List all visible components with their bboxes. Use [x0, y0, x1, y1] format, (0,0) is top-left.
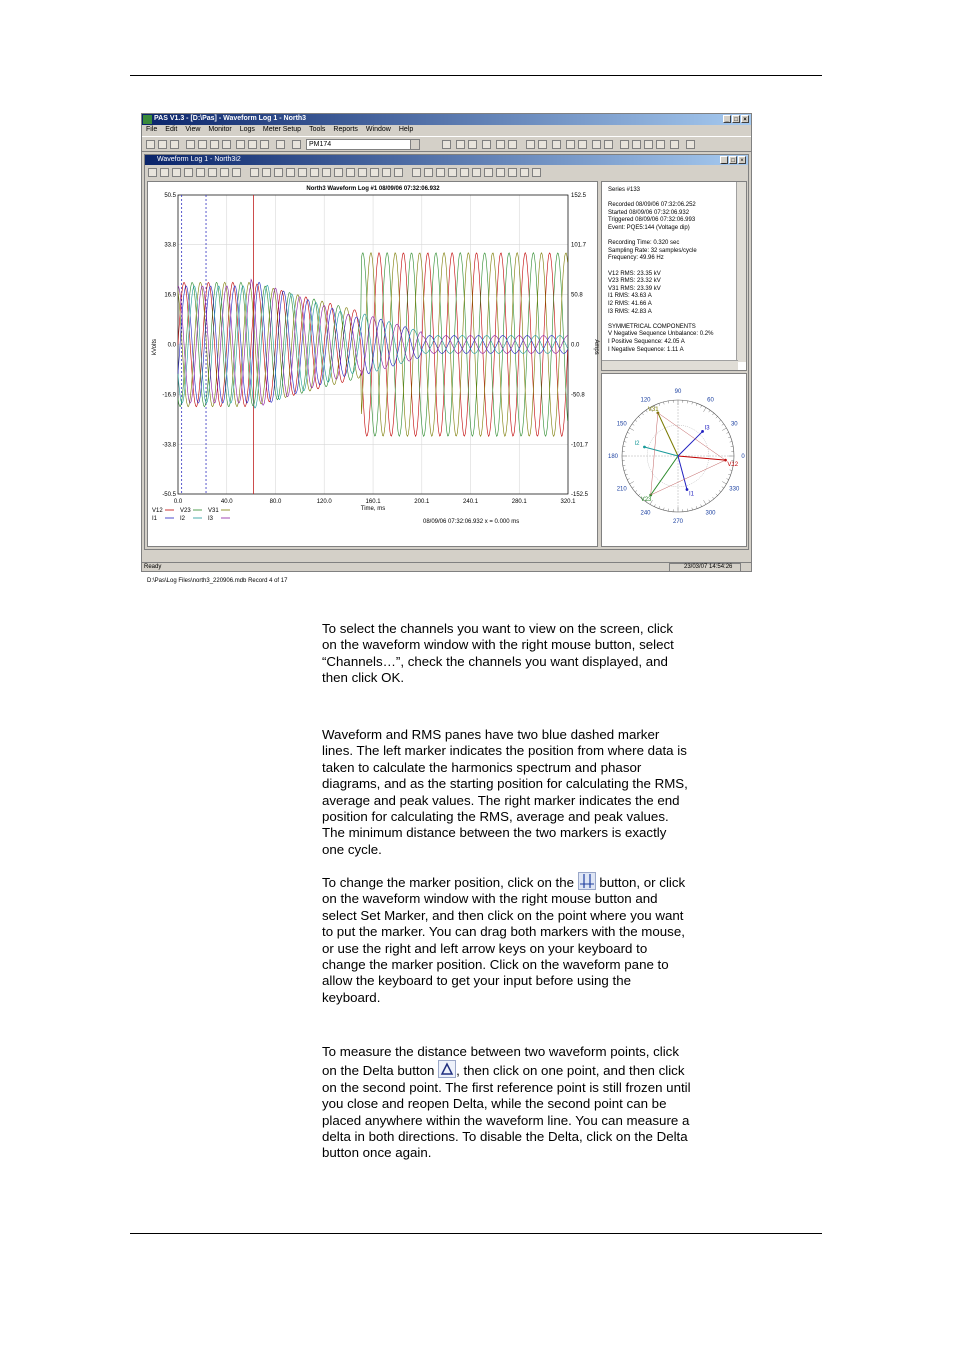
toolbar-button-icon[interactable] [236, 140, 245, 149]
info-line: I Positive Sequence: 42.05 A [608, 339, 685, 345]
phasor-tick [701, 405, 702, 407]
toolbar-button-icon[interactable] [508, 140, 517, 149]
legend-label-i1: I1 [152, 516, 158, 522]
legend-label-i2: I2 [180, 516, 186, 522]
toolbar-button-icon[interactable] [442, 140, 451, 149]
toolbar-button-icon[interactable] [260, 140, 269, 149]
waveform-tool-icon[interactable] [160, 168, 169, 177]
status-bar [142, 562, 751, 573]
x-tick-label: 320.1 [560, 499, 576, 505]
phasor-vector-label-v31: V31 [647, 406, 659, 413]
waveform-tool-icon[interactable] [196, 168, 205, 177]
y-left-axis-label: kVolts [152, 338, 158, 356]
phasor-angle-label: 120 [640, 397, 651, 404]
top-rule [130, 75, 822, 76]
phasor-tick [627, 479, 629, 480]
info-horizontal-scrollbar[interactable] [602, 360, 738, 370]
phasor-angle-label: 90 [674, 389, 682, 395]
phasor-tick [624, 470, 626, 471]
y-left-tick-label: -33.8 [162, 442, 176, 449]
device-combo-value: PM174 [309, 141, 332, 148]
waveform-tool-icon[interactable] [532, 168, 541, 177]
x-tick-label: 240.1 [463, 499, 479, 505]
phasor-angle-label: 300 [705, 510, 716, 517]
y-left-tick-label: 0.0 [167, 342, 176, 349]
legend-label-i3: I3 [208, 516, 214, 522]
waveform-tool-icon[interactable] [322, 168, 331, 177]
phasor-tick [654, 504, 655, 506]
phasor-tick [632, 487, 634, 488]
legend-label-v31: V31 [208, 508, 219, 514]
phasor-tick [722, 424, 724, 425]
phasor-tick [719, 490, 721, 492]
paragraph-change-marker-b: button, or click on the waveform window with the right mouse button and select Set Marker, and then click on the point where you want to put the marker. You can drag both markers with the mouse, or use the right and left arrow keys on your keyboard to change the marker position. Click on the waveform pane to allow the keyboard to get your input before using the keyboard. [322, 875, 686, 1005]
phasor-tick [630, 482, 634, 485]
menu-item-file[interactable]: File [146, 126, 158, 133]
phasor-tick [709, 410, 710, 412]
waveform-tool-icon[interactable] [184, 168, 193, 177]
waveform-tool-icon[interactable] [208, 168, 217, 177]
waveform-tool-icon[interactable] [436, 168, 445, 177]
phasor-vector-i2 [644, 447, 678, 456]
menu-item-edit[interactable]: Edit [165, 126, 178, 133]
phasor-tick [701, 504, 702, 506]
toolbar-button-icon[interactable] [276, 140, 285, 149]
phasor-vector-label-i3: I3 [704, 425, 710, 432]
phasor-tick [709, 500, 710, 502]
menu-item-meter-setup[interactable]: Meter Setup [262, 126, 302, 133]
info-line: Series #133 [608, 187, 641, 193]
phasor-tick [625, 474, 627, 475]
phasor-vector-label-i2: I2 [634, 441, 640, 448]
chevron-down-icon[interactable] [410, 140, 419, 149]
info-pane [601, 181, 747, 371]
chart-footer-time: 08/09/06 07:32:06.932 x = 0.000 ms [423, 519, 520, 525]
phasor-diagram [602, 374, 746, 546]
phasor-tick [719, 420, 721, 422]
info-line: Started 08/09/06 07:32:06.932 [608, 209, 690, 216]
x-tick-label: 0.0 [173, 499, 183, 505]
waveform-tool-icon[interactable] [370, 168, 379, 177]
x-tick-label: 120.0 [316, 499, 332, 505]
restore-icon[interactable]: □ [732, 115, 740, 123]
waveform-tool-icon[interactable] [508, 168, 517, 177]
app-icon [143, 115, 152, 124]
phasor-vector-v12 [678, 456, 725, 460]
child-title-bar [145, 155, 748, 165]
info-line: Triggered 08/09/06 07:32:06.993 [608, 217, 696, 224]
paragraph-channels: To select the channels you want to view on the screen, click on the waveform window with the right mouse button, select “Channels…”, check the channels you want displayed, and then click OK. [322, 621, 674, 686]
info-line: Recording Time: 0.320 sec [608, 240, 680, 247]
chart-title: North3 Waveform Log #1 08/09/06 07:32:06.932 [306, 186, 440, 192]
toolbar-button-icon[interactable] [578, 140, 587, 149]
menu-item-view[interactable]: View [185, 126, 201, 133]
child-title: Waveform Log 1 - North3i2 [157, 156, 241, 163]
phasor-tick [696, 403, 697, 405]
waveform-tool-icon[interactable] [310, 168, 319, 177]
y-left-tick-label: 33.8 [164, 242, 176, 249]
waveform-tool-icon[interactable] [448, 168, 457, 177]
x-tick-label: 80.0 [269, 499, 282, 505]
phasor-angle-label: 30 [730, 421, 738, 428]
child-close-icon[interactable]: × [738, 156, 746, 164]
paragraph-delta-a: To measure the distance between two waveform points, click on the Delta button [322, 1044, 679, 1079]
close-icon[interactable]: × [741, 115, 749, 123]
status-time: 23/03/07 14:54:26 [669, 563, 741, 572]
toolbar-button-icon[interactable] [566, 140, 575, 149]
menu-bar [142, 125, 751, 136]
paragraph-markers: Waveform and RMS panes have two blue dashed marker lines. The left marker indicates the position from where data is taken to calculate the harmonics spectrum and phasor diagrams, and as the starting position for calculating the RMS, average and peak values. The right marker indicates the end position for calculating the RMS, average and peak values. The minimum distance between the two markers is exactly one cycle. [322, 727, 688, 857]
phasor-tick [635, 420, 637, 422]
waveform-tool-icon[interactable] [472, 168, 481, 177]
toolbar-button-icon[interactable] [604, 140, 613, 149]
toolbar-button-icon[interactable] [158, 140, 167, 149]
phasor-tick [726, 479, 728, 480]
toolbar-button-icon[interactable] [170, 140, 179, 149]
phasor-tick [625, 437, 627, 438]
waveform-tool-icon[interactable] [298, 168, 307, 177]
menu-item-reports[interactable]: Reports [333, 126, 358, 133]
waveform-tool-icon[interactable] [274, 168, 283, 177]
phasor-angle-label: 150 [616, 421, 627, 428]
phasor-vector-i1 [678, 456, 687, 490]
paragraph-change-marker-a: To change the marker position, click on the [322, 875, 578, 890]
info-line: SYMMETRICAL COMPONENTS [608, 323, 696, 330]
phasor-tick [642, 413, 644, 415]
info-line: I1 RMS: 43.63 A [608, 293, 652, 300]
toolbar-button-icon[interactable] [592, 140, 601, 149]
phasor-angle-label: 240 [640, 510, 651, 517]
phasor-tick [722, 482, 726, 485]
set-marker-button-icon [578, 872, 596, 890]
waveform-tool-icon[interactable] [346, 168, 355, 177]
paragraph-delta-b: , then click on one point, and then click on the second point. The first reference point is still frozen until you close and reopen Delta, while the second point can be placed anywhere within the waveform line. You can measure a delta in both directions. To disable the Delta, click on the Delta button once again. [322, 1063, 691, 1161]
waveform-tool-icon[interactable] [262, 168, 271, 177]
phasor-angle-label: 180 [607, 454, 619, 460]
info-line: V Negative Sequence Unbalance: 0.2% [608, 331, 714, 338]
phasor-tick [728, 437, 730, 438]
phasor-tick [696, 506, 697, 508]
toolbar-button-icon[interactable] [292, 140, 301, 149]
toolbar-button-icon[interactable] [670, 140, 679, 149]
y-right-tick-label: 50.8 [571, 292, 583, 299]
info-line: V23 RMS: 23.32 kV [608, 278, 661, 285]
info-line: Recorded 08/09/06 07:32:06.252 [608, 202, 696, 209]
phasor-angle-label: 60 [707, 397, 714, 404]
phasor-tick [638, 416, 640, 418]
waveform-tool-icon[interactable] [424, 168, 433, 177]
phasor-angle-label: 270 [672, 519, 684, 525]
phasor-vector-v31 [658, 413, 678, 456]
phasor-tick [726, 432, 728, 433]
waveform-tool-icon[interactable] [484, 168, 493, 177]
info-line: I2 RMS: 41.66 A [608, 301, 652, 307]
waveform-tool-icon[interactable] [382, 168, 391, 177]
waveform-tool-icon[interactable] [394, 168, 403, 177]
x-tick-label: 280.1 [511, 499, 527, 505]
menu-item-monitor[interactable]: Monitor [208, 126, 232, 133]
toolbar-button-icon[interactable] [526, 140, 535, 149]
waveform-pane[interactable] [147, 181, 598, 547]
bottom-rule [130, 1233, 822, 1234]
pas-window-screenshot [141, 113, 752, 584]
info-line: Frequency: 49.96 Hz [608, 255, 664, 262]
paragraph-delta [322, 1044, 727, 1162]
x-tick-label: 40.0 [220, 499, 233, 505]
file-path-status: D:\Pas\Log Files\north3_220906.mdb Record 4 of 17 [147, 578, 288, 584]
phasor-vector-tip [686, 488, 689, 491]
toolbar-button-icon[interactable] [186, 140, 195, 149]
info-line: V12 RMS: 23.35 kV [608, 270, 661, 277]
toolbar-button-icon[interactable] [496, 140, 505, 149]
paragraph-change-marker [322, 872, 727, 1006]
toolbar-button-icon[interactable] [222, 140, 231, 149]
phasor-tick [624, 442, 626, 443]
toolbar-button-icon[interactable] [686, 140, 695, 149]
waveform-tool-icon[interactable] [148, 168, 157, 177]
device-combo[interactable] [306, 139, 420, 150]
toolbar-button-icon[interactable] [620, 140, 629, 149]
phasor-tick [664, 402, 665, 404]
toolbar-button-icon[interactable] [656, 140, 665, 149]
phasor-tick [664, 508, 665, 510]
x-tick-label: 160.1 [365, 499, 381, 505]
x-tick-label: 200.1 [414, 499, 430, 505]
phasor-tick [632, 424, 634, 425]
y-right-tick-label: 101.7 [571, 242, 587, 249]
waveform-tool-icon[interactable] [460, 168, 469, 177]
phasor-tick [692, 402, 693, 404]
legend-label-v23: V23 [180, 508, 191, 514]
phasor-vector-v23 [651, 456, 678, 495]
info-line: I3 RMS: 42.83 A [608, 308, 652, 315]
phasor-tick [712, 497, 714, 499]
phasor-tick [716, 416, 718, 418]
phasor-vector-label-i1: I1 [688, 491, 695, 498]
waveform-chart[interactable] [148, 182, 597, 546]
waveform-tool-icon[interactable] [334, 168, 343, 177]
phasor-vector-i3 [678, 431, 703, 456]
waveform-tool-icon[interactable] [172, 168, 181, 177]
toolbar-button-icon[interactable] [538, 140, 547, 149]
phasor-angle-label: 210 [616, 486, 627, 493]
phasor-tick [704, 408, 707, 412]
waveform-tool-icon[interactable] [358, 168, 367, 177]
waveform-tool-icon[interactable] [250, 168, 259, 177]
y-left-tick-label: -50.5 [162, 492, 176, 498]
phasor-tick [638, 494, 640, 496]
phasor-tick [722, 428, 726, 431]
toolbar-button-icon[interactable] [482, 140, 491, 149]
menu-item-help[interactable]: Help [398, 126, 414, 133]
waveform-toolbar [145, 166, 748, 180]
toolbar-button-icon[interactable] [552, 140, 561, 149]
phasor-vector-label-v12: V12 [727, 462, 739, 469]
phasor-angle-label: 330 [729, 486, 740, 493]
y-right-tick-label: 0.0 [571, 342, 580, 349]
phasor-angle-label: 0 [741, 454, 745, 460]
y-left-tick-label: 50.5 [164, 193, 176, 199]
phasor-vector-tip [643, 446, 646, 449]
phasor-tick [659, 403, 660, 405]
menu-item-tools[interactable]: Tools [309, 126, 326, 133]
app-title: PAS V1.3 - [D:\Pas] - Waveform Log 1 - North3 [154, 115, 307, 122]
phasor-tick [730, 470, 732, 471]
toolbar-button-icon[interactable] [644, 140, 653, 149]
y-right-tick-label: -152.5 [571, 492, 589, 498]
y-left-tick-label: -16.9 [162, 392, 176, 399]
info-line: Event: PQE5:144 (Voltage dip) [608, 225, 690, 231]
y-right-axis-label: Amps [593, 339, 599, 355]
phasor-tick [712, 413, 714, 415]
app-title-bar [142, 114, 751, 125]
phasor-tick [692, 508, 693, 510]
waveform-tool-icon[interactable] [496, 168, 505, 177]
phasor-vector-tip [701, 430, 704, 433]
toolbar-button-icon[interactable] [146, 140, 155, 149]
phasor-vector-label-v23: V23 [640, 496, 652, 503]
toolbar-button-icon[interactable] [248, 140, 257, 149]
y-right-tick-label: -101.7 [571, 442, 589, 449]
phasor-tick [722, 487, 724, 488]
info-line: V31 RMS: 23.39 kV [608, 285, 661, 292]
waveform-tool-icon[interactable] [412, 168, 421, 177]
phasor-tick [730, 442, 732, 443]
phasor-tick [627, 432, 629, 433]
y-right-tick-label: 152.5 [571, 193, 587, 199]
x-axis-label: Time, ms [360, 506, 386, 512]
toolbar-button-icon[interactable] [210, 140, 219, 149]
waveform-tool-icon[interactable] [220, 168, 229, 177]
phasor-tick [630, 428, 634, 431]
menu-item-logs[interactable]: Logs [239, 126, 255, 133]
phasor-tick [635, 490, 637, 492]
y-left-tick-label: 16.9 [164, 292, 176, 299]
main-toolbar [142, 136, 751, 152]
voltage-triangle [651, 413, 726, 495]
toolbar-button-icon[interactable] [198, 140, 207, 149]
child-restore-icon[interactable]: □ [729, 156, 737, 164]
legend-label-v12: V12 [152, 508, 163, 514]
toolbar-button-icon[interactable] [632, 140, 641, 149]
toolbar-button-icon[interactable] [456, 140, 465, 149]
y-right-tick-label: -50.8 [571, 392, 585, 399]
info-line: Sampling Rate: 32 samples/cycle [608, 247, 697, 254]
minimize-icon[interactable]: _ [723, 115, 731, 123]
waveform-tool-icon[interactable] [286, 168, 295, 177]
status-ready: Ready [144, 564, 162, 570]
waveform-tool-icon[interactable] [520, 168, 529, 177]
phasor-tick [704, 500, 707, 504]
phasor-pane [601, 373, 747, 547]
waveform-tool-icon[interactable] [232, 168, 241, 177]
info-vertical-scrollbar[interactable] [736, 182, 746, 362]
menu-item-window[interactable]: Window [365, 126, 391, 133]
phasor-tick [728, 474, 730, 475]
info-line: I Negative Sequence: 1.11 A [608, 346, 684, 353]
child-minimize-icon[interactable]: _ [720, 156, 728, 164]
phasor-tick [716, 494, 718, 496]
delta-button-icon [438, 1060, 456, 1078]
phasor-tick [659, 506, 660, 508]
toolbar-button-icon[interactable] [468, 140, 477, 149]
